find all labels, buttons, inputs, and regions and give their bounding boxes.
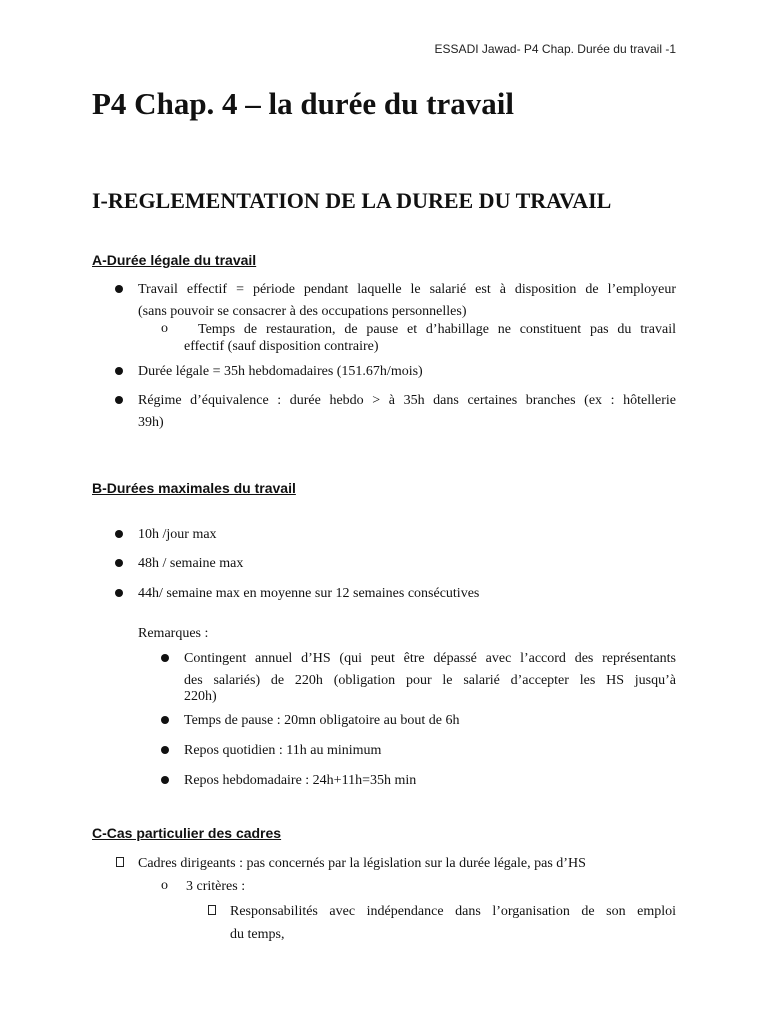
list-item: Repos quotidien : 11h au minimum bbox=[184, 743, 382, 758]
list-item: Repos hebdomadaire : 24h+11h=35h min bbox=[184, 773, 417, 788]
bullet-dot bbox=[161, 746, 169, 754]
list-item: 3 critères : bbox=[186, 879, 246, 894]
bullet-dot bbox=[161, 654, 169, 662]
paragraph-line: Responsabilités avec indépendance dans l’organisation de son emploi bbox=[230, 904, 676, 919]
bullet-dot bbox=[161, 776, 169, 784]
bullet-dot bbox=[115, 589, 123, 597]
paragraph-line: Contingent annuel d’HS (qui peut être dépassé avec l’accord des représentants bbox=[184, 651, 676, 666]
paragraph-line: des salariés) de 220h (obligation pour le salarié d’accepter les HS jusqu’à bbox=[184, 673, 676, 688]
paragraph-line: Travail effectif = période pendant laquelle le salarié est à disposition de l’employeur bbox=[138, 282, 676, 297]
bullet-dot bbox=[115, 559, 123, 567]
remarks-label: Remarques : bbox=[138, 626, 209, 641]
list-item: 44h/ semaine max en moyenne sur 12 semaines consécutives bbox=[138, 586, 480, 601]
square-bullet-icon bbox=[116, 857, 124, 867]
paragraph-line: Régime d’équivalence : durée hebdo > à 35h dans certaines branches (ex : hôtellerie bbox=[138, 393, 676, 408]
bullet-dot bbox=[115, 396, 123, 404]
subsection-heading-a: A-Durée légale du travail bbox=[92, 252, 257, 268]
running-header: ESSADI Jawad- P4 Chap. Durée du travail -1 bbox=[434, 42, 676, 56]
bullet-dot bbox=[115, 285, 123, 293]
page-title: P4 Chap. 4 – la durée du travail bbox=[92, 86, 514, 121]
bullet-dot bbox=[115, 367, 123, 375]
sub-bullet-marker: o bbox=[161, 878, 168, 893]
paragraph-line: 39h) bbox=[138, 415, 164, 430]
list-item: 48h / semaine max bbox=[138, 556, 244, 571]
list-item: Durée légale = 35h hebdomadaires (151.67h/mois) bbox=[138, 364, 423, 379]
subsection-heading-b: B-Durées maximales du travail bbox=[92, 480, 296, 496]
paragraph-line: effectif (sauf disposition contraire) bbox=[184, 339, 379, 354]
square-bullet-icon bbox=[208, 905, 216, 915]
paragraph-line: du temps, bbox=[230, 927, 285, 942]
bullet-dot bbox=[115, 530, 123, 538]
list-item: Temps de pause : 20mn obligatoire au bout de 6h bbox=[184, 713, 460, 728]
paragraph-line: Temps de restauration, de pause et d’habillage ne constituent pas du travail bbox=[198, 322, 676, 337]
list-item: 10h /jour max bbox=[138, 527, 217, 542]
section-heading: I-REGLEMENTATION DE LA DUREE DU TRAVAIL bbox=[92, 188, 612, 213]
bullet-dot bbox=[161, 716, 169, 724]
paragraph-line: 220h) bbox=[184, 689, 217, 704]
paragraph-line: (sans pouvoir se consacrer à des occupations personnelles) bbox=[138, 304, 467, 319]
list-item: Cadres dirigeants : pas concernés par la législation sur la durée légale, pas d’HS bbox=[138, 856, 586, 871]
subsection-heading-c: C-Cas particulier des cadres bbox=[92, 825, 282, 841]
sub-bullet-marker: o bbox=[161, 321, 168, 336]
